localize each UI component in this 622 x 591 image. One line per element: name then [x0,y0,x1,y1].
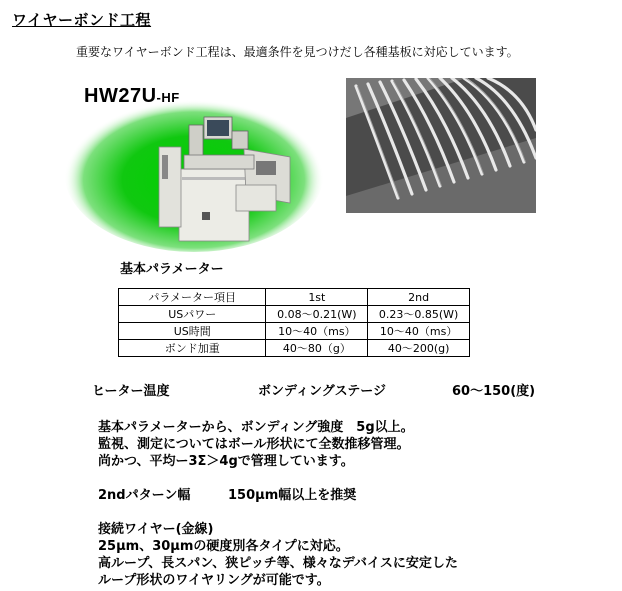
table-header-row [119,289,470,306]
cell-1st: 40〜80（g） [266,340,368,357]
heater-label: ヒーター温度 [92,384,170,399]
params-table [118,288,470,357]
cell-label: ボンド加重 [119,340,266,357]
bonding-strength-text: 基本パラメーターから、ボンディング強度 5g以上。 [98,420,414,435]
heater-range: 60〜150(度) [452,384,536,399]
intro-text: 重要なワイヤーボンド工程は、最適条件を見つけだし各種基板に対応しています。 [76,45,519,59]
page-title: ワイヤーボンド工程 [12,11,152,29]
wire-bond-photo [346,78,536,213]
machine-model [84,85,180,108]
table-row [119,323,470,340]
header-item: パラメーター項目 [119,289,266,306]
table-row [119,306,470,323]
machine-model-name: HW27U [84,85,157,107]
heater-stage: ボンディングステージ [258,384,387,399]
wire-text: ループ形状のワイヤリングが可能です。 [98,573,330,588]
management-text: 尚かつ、平均ー3Σ＞4gで管理しています。 [98,454,354,469]
machine-model-suffix: -HF [156,90,180,105]
header-1st: 1st [266,289,368,306]
pattern-width-label: 2ndパターン幅 [98,488,191,503]
monitoring-text: 監視、測定についてはボール形状にて全数推移管理。 [98,437,410,452]
wire-text: 25μm、30μmの硬度別各タイプに対応。 [98,539,349,554]
wire-heading: 接続ワイヤー(金線) [98,522,214,537]
cell-label: USパワー [119,306,266,323]
pattern-width-value: 150μm幅以上を推奨 [228,488,357,503]
cell-2nd: 40〜200(g) [368,340,470,357]
cell-1st: 10〜40（ms） [266,323,368,340]
cell-label: US時間 [119,323,266,340]
cell-2nd: 10〜40（ms） [368,323,470,340]
header-2nd: 2nd [368,289,470,306]
params-heading: 基本パラメーター [120,262,224,277]
wire-text: 高ループ、長スパン、狭ピッチ等、様々なデバイスに安定した [98,556,458,571]
cell-2nd: 0.23〜0.85(W) [368,306,470,323]
table-row [119,340,470,357]
cell-1st: 0.08〜0.21(W) [266,306,368,323]
